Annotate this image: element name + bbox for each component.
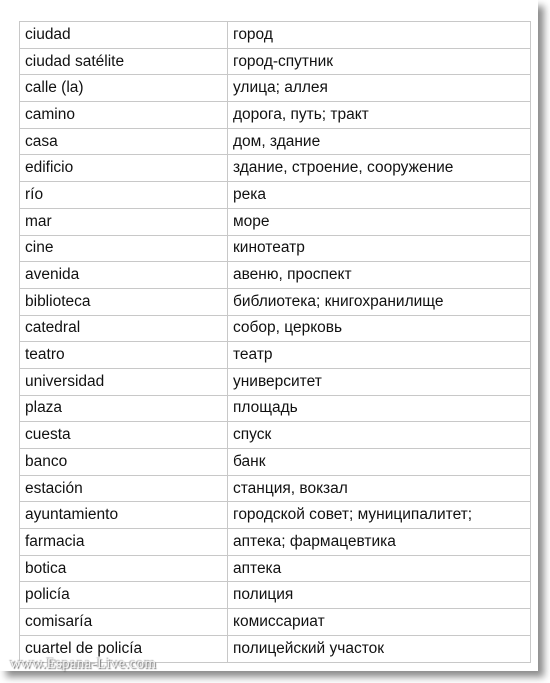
table-row <box>20 609 531 636</box>
russian-translation-cell: кинотеатр <box>228 235 531 262</box>
russian-translation-cell: дорога, путь; тракт <box>228 102 531 129</box>
table-row <box>20 555 531 582</box>
russian-translation-cell: аптека <box>228 555 531 582</box>
russian-translation-cell: город <box>228 22 531 49</box>
table-row <box>20 529 531 556</box>
spanish-word-cell: teatro <box>20 342 228 369</box>
russian-translation-cell: театр <box>228 342 531 369</box>
russian-translation-cell: улица; аллея <box>228 75 531 102</box>
table-row <box>20 315 531 342</box>
russian-translation-cell: собор, церковь <box>228 315 531 342</box>
spanish-word-cell: comisaría <box>20 609 228 636</box>
russian-translation-cell: море <box>228 208 531 235</box>
table-row <box>20 22 531 49</box>
spanish-word-cell: biblioteca <box>20 288 228 315</box>
russian-translation-cell: станция, вокзал <box>228 475 531 502</box>
table-row <box>20 262 531 289</box>
russian-translation-cell: аптека; фармацевтика <box>228 529 531 556</box>
vocabulary-table-body <box>20 22 531 663</box>
spanish-word-cell: botica <box>20 555 228 582</box>
table-row <box>20 475 531 502</box>
table-row <box>20 182 531 209</box>
spanish-word-cell: universidad <box>20 368 228 395</box>
russian-translation-cell: полицейский участок <box>228 635 531 662</box>
russian-translation-cell: полиция <box>228 582 531 609</box>
russian-translation-cell: комиссариат <box>228 609 531 636</box>
spanish-word-cell: edificio <box>20 155 228 182</box>
table-row <box>20 395 531 422</box>
spanish-word-cell: mar <box>20 208 228 235</box>
spanish-word-cell: plaza <box>20 395 228 422</box>
table-row <box>20 449 531 476</box>
russian-translation-cell: город-спутник <box>228 48 531 75</box>
russian-translation-cell: спуск <box>228 422 531 449</box>
spanish-word-cell: ayuntamiento <box>20 502 228 529</box>
spanish-word-cell: farmacia <box>20 529 228 556</box>
russian-translation-cell: банк <box>228 449 531 476</box>
spanish-word-cell: calle (la) <box>20 75 228 102</box>
spanish-word-cell: estación <box>20 475 228 502</box>
table-row <box>20 288 531 315</box>
spanish-word-cell: ciudad <box>20 22 228 49</box>
spanish-word-cell: cuesta <box>20 422 228 449</box>
spanish-word-cell: cuartel de policía <box>20 635 228 662</box>
watermark: www.Espana-Live.com <box>10 656 157 672</box>
vocabulary-table <box>19 21 531 663</box>
table-row <box>20 582 531 609</box>
table-row <box>20 342 531 369</box>
table-row <box>20 48 531 75</box>
table-row <box>20 75 531 102</box>
spanish-word-cell: catedral <box>20 315 228 342</box>
spanish-word-cell: camino <box>20 102 228 129</box>
russian-translation-cell: дом, здание <box>228 128 531 155</box>
table-row <box>20 155 531 182</box>
table-row <box>20 235 531 262</box>
russian-translation-cell: библиотека; книгохранилище <box>228 288 531 315</box>
russian-translation-cell: университет <box>228 368 531 395</box>
spanish-word-cell: casa <box>20 128 228 155</box>
russian-translation-cell: городской совет; муниципалитет; <box>228 502 531 529</box>
spanish-word-cell: banco <box>20 449 228 476</box>
russian-translation-cell: авеню, проспект <box>228 262 531 289</box>
spanish-word-cell: ciudad satélite <box>20 48 228 75</box>
spanish-word-cell: río <box>20 182 228 209</box>
russian-translation-cell: площадь <box>228 395 531 422</box>
table-row <box>20 368 531 395</box>
table-row <box>20 422 531 449</box>
table-row <box>20 102 531 129</box>
spanish-word-cell: avenida <box>20 262 228 289</box>
table-row <box>20 208 531 235</box>
russian-translation-cell: здание, строение, сооружение <box>228 155 531 182</box>
table-row <box>20 128 531 155</box>
russian-translation-cell: река <box>228 182 531 209</box>
spanish-word-cell: policía <box>20 582 228 609</box>
table-row <box>20 502 531 529</box>
spanish-word-cell: cine <box>20 235 228 262</box>
